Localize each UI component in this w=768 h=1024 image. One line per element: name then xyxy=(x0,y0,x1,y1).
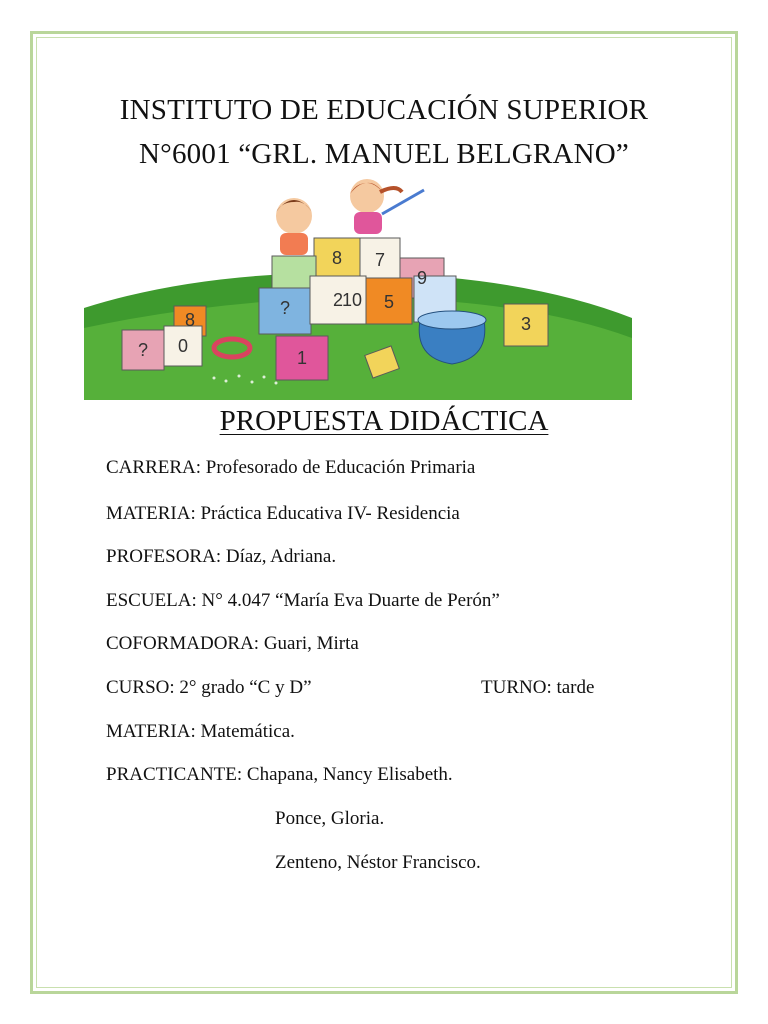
field-practicante-3: Zenteno, Néstor Francisco. xyxy=(275,852,481,873)
svg-text:10: 10 xyxy=(341,290,363,310)
field-carrera: CARRERA: Profesorado de Educación Primaria xyxy=(106,457,476,478)
svg-text:?: ? xyxy=(279,298,291,318)
svg-text:8: 8 xyxy=(184,310,196,330)
field-practicante-2: Ponce, Gloria. xyxy=(275,808,385,829)
svg-text:1: 1 xyxy=(296,348,308,368)
svg-text:0: 0 xyxy=(177,336,189,356)
field-coformadora: COFORMADORA: Guari, Mirta xyxy=(106,633,359,654)
institute-number: N°6001 “GRL. MANUEL BELGRANO” xyxy=(139,138,629,170)
field-materia: MATERIA: Práctica Educativa IV- Residencia xyxy=(106,503,460,524)
svg-text:7: 7 xyxy=(374,250,386,270)
svg-text:?: ? xyxy=(137,340,149,360)
svg-text:8: 8 xyxy=(331,248,343,268)
document-title: PROPUESTA DIDÁCTICA xyxy=(219,405,549,437)
svg-text:5: 5 xyxy=(383,292,395,312)
field-practicante: PRACTICANTE: Chapana, Nancy Elisabeth. xyxy=(106,764,453,785)
field-curso: CURSO: 2° grado “C y D” xyxy=(106,677,312,698)
field-turno: TURNO: tarde xyxy=(481,677,595,698)
institute-name: INSTITUTO DE EDUCACIÓN SUPERIOR xyxy=(119,94,649,126)
field-profesora: PROFESORA: Díaz, Adriana. xyxy=(106,546,337,567)
svg-text:9: 9 xyxy=(416,268,428,288)
field-materia-2: MATERIA: Matemática. xyxy=(106,721,295,742)
children-math-blocks-illustration xyxy=(84,178,632,400)
svg-text:2: 2 xyxy=(332,290,344,310)
svg-text:3: 3 xyxy=(520,314,532,334)
field-escuela: ESCUELA: N° 4.047 “María Eva Duarte de Perón” xyxy=(106,590,500,611)
